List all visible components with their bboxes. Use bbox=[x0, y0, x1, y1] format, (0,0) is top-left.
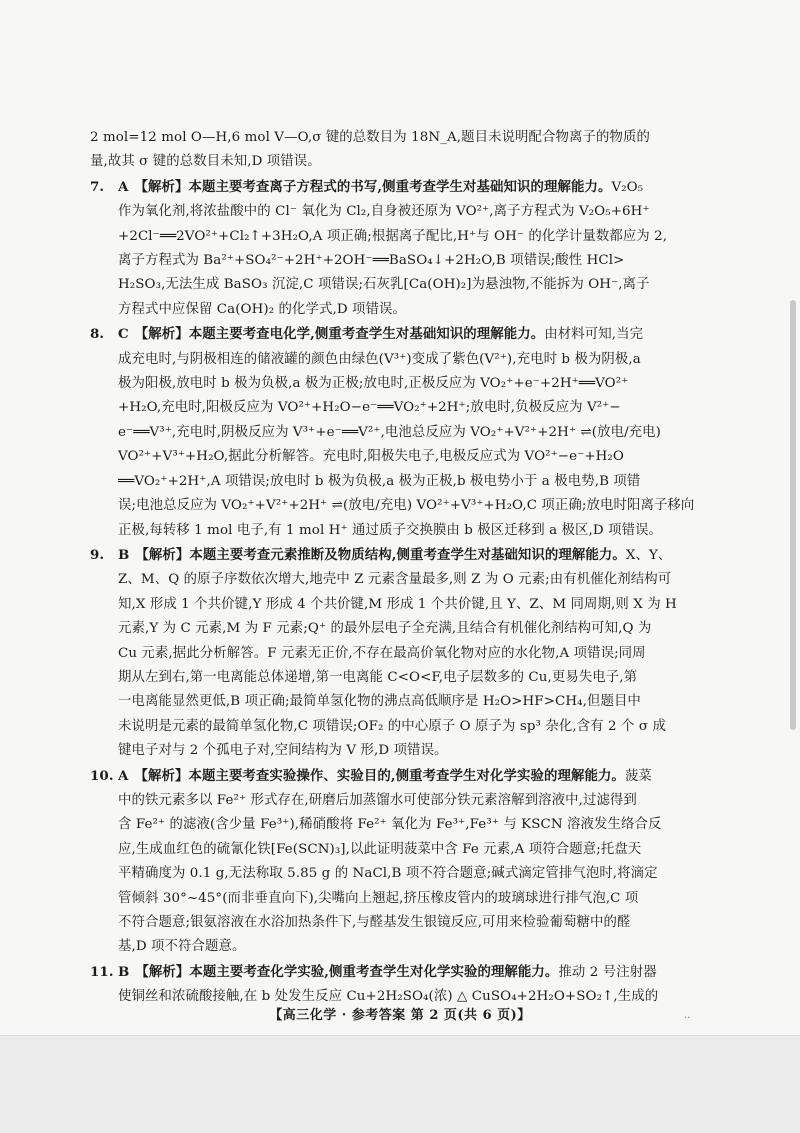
analysis-line: 使铜丝和浓硫酸接触,在 b 处发生反应 Cu+2H₂SO₄(浓) △ CuSO₄+2H₂O+SO₂↑,生成的 bbox=[118, 989, 659, 1005]
analysis-text: X、Y、 bbox=[625, 547, 672, 563]
analysis-line: Z、M、Q 的原子序数依次增大,地壳中 Z 元素含量最多,则 Z 为 O 元素;由有机催化剂结构可 bbox=[118, 572, 672, 588]
analysis-line: H₂SO₃,无法生成 BaSO₃ 沉淀,C 项错误;石灰乳[Ca(OH)₂]为悬浊物,不能拆为 OH⁻,离子 bbox=[118, 277, 650, 293]
question-number: 11. bbox=[90, 963, 114, 980]
analysis-line: ══VO₂⁺+2H⁺,A 项错误;放电时 b 极为负极,a 极为正极,b 极电势小于 a 极电势,B 项错 bbox=[118, 473, 641, 489]
analysis-lead: 本题主要考查电化学,侧重考查学生对基础知识的理解能力。 bbox=[188, 326, 545, 343]
answer-item bbox=[90, 322, 714, 543]
analysis-line: 不符合题意;银氨溶液在水浴加热条件下,与醛基发生银镜反应,可用来检验葡萄糖中的醛 bbox=[118, 915, 631, 930]
vertical-scrollbar[interactable] bbox=[790, 300, 796, 730]
item-first-line bbox=[118, 322, 714, 347]
analysis-text: V₂O₅ bbox=[611, 179, 644, 195]
intro-paragraph bbox=[90, 126, 714, 175]
page-footer: 【高三化学 · 参考答案 第 2 页(共 6 页)】 bbox=[269, 1008, 531, 1023]
answer-letter: C bbox=[118, 326, 129, 343]
analysis-tag: 【解析】 bbox=[134, 178, 189, 195]
analysis-line: 知,X 形成 1 个共价键,Y 形成 4 个共价键,M 形成 1 个共价键,且 Y、Z、M 同周期,则 X 为 H bbox=[118, 596, 677, 612]
answer-letter: A bbox=[118, 767, 129, 784]
analysis-line: 期从左到右,第一电离能总体递增,第一电离能 C<O<F,电子层数多的 Cu,更易失电子,第 bbox=[118, 669, 638, 685]
question-number: 8. bbox=[90, 326, 105, 343]
analysis-lead: 本题主要考查化学实验,侧重考查学生对化学实验的理解能力。 bbox=[189, 963, 559, 980]
answer-item bbox=[90, 175, 714, 322]
answer-item bbox=[90, 543, 714, 764]
intro-line: 2 mol=12 mol O—H,6 mol V—O,σ 键的总数目为 18N_A,题目未说明配合物离子的物质的 bbox=[90, 130, 650, 145]
analysis-line: +H₂O,充电时,阳极反应为 VO²⁺+H₂O−e⁻══VO₂⁺+2H⁺;放电时,负极反应为 V²⁺− bbox=[118, 400, 621, 416]
analysis-lead: 本题主要考查离子方程式的书写,侧重考查学生对基础知识的理解能力。 bbox=[188, 178, 612, 195]
footer-mark: .. bbox=[684, 1010, 691, 1021]
answer-letter: B bbox=[118, 963, 130, 980]
answer-content bbox=[90, 126, 714, 1010]
analysis-tag: 【解析】 bbox=[135, 546, 190, 563]
analysis-tag: 【解析】 bbox=[134, 767, 189, 784]
analysis-line: 一电离能显然更低,B 项正确;最简单氢化物的沸点高低顺序是 H₂O>HF>CH₄,但题目中 bbox=[118, 694, 641, 710]
analysis-tag: 【解析】 bbox=[134, 326, 189, 343]
analysis-text: 推动 2 号注射器 bbox=[558, 964, 657, 980]
item-first-line bbox=[118, 543, 714, 568]
intro-line: 量,故其 σ 键的总数目未知,D 项错误。 bbox=[90, 154, 321, 170]
analysis-line: 极为阳极,放电时 b 极为负极,a 极为正极;放电时,正极反应为 VO₂⁺+e⁻+2H⁺══VO²⁺ bbox=[118, 376, 629, 392]
question-number: 7. bbox=[90, 178, 105, 195]
analysis-line: 基,D 项不符合题意。 bbox=[118, 939, 246, 955]
analysis-line: 元素,Y 为 C 元素,M 为 F 元素;Q⁺ 的最外层电子全充满,且结合有机催化剂结构可知,Q 为 bbox=[118, 621, 652, 637]
analysis-lead: 本题主要考查实验操作、实验目的,侧重考查学生对化学实验的理解能力。 bbox=[188, 767, 625, 784]
item-first-line bbox=[118, 960, 714, 985]
analysis-line: 应,生成血红色的硫氰化铁[Fe(SCN)₃],以此证明菠菜中含 Fe 元素,A 项符合题意;托盘天 bbox=[118, 841, 642, 857]
analysis-line: 中的铁元素多以 Fe²⁺ 形式存在,研磨后加蒸馏水可使部分铁元素溶解到溶液中,过滤得到 bbox=[118, 792, 637, 808]
analysis-line: 正极,每转移 1 mol 电子,有 1 mol H⁺ 通过质子交换膜由 b 极区迁移到 a 极区,D 项错误。 bbox=[118, 522, 663, 538]
analysis-line: 含 Fe²⁺ 的滤液(含少量 Fe³⁺),稀硝酸将 Fe²⁺ 氧化为 Fe³⁺,Fe³⁺ 与 KSCN 溶液发生络合反 bbox=[118, 817, 662, 833]
answer-letter: A bbox=[118, 178, 129, 195]
analysis-lead: 本题主要考查元素推断及物质结构,侧重考查学生对基础知识的理解能力。 bbox=[189, 546, 626, 563]
item-first-line bbox=[118, 175, 714, 200]
analysis-line: 离子方程式为 Ba²⁺+SO₄²⁻+2H⁺+2OH⁻══BaSO₄↓+2H₂O,B 项错误;酸性 HCl> bbox=[118, 253, 625, 269]
question-number: 9. bbox=[90, 546, 105, 563]
analysis-line: 键电子对与 2 个孤电子对,空间结构为 V 形,D 项错误。 bbox=[118, 743, 448, 759]
analysis-tag: 【解析】 bbox=[135, 963, 190, 980]
answer-item bbox=[90, 960, 714, 1010]
analysis-text: 菠菜 bbox=[624, 768, 652, 784]
analysis-line: 管倾斜 30°~45°(而非垂直向下),尖嘴向上翘起,挤压橡皮管内的玻璃球进行排气泡,C 项 bbox=[118, 890, 639, 906]
analysis-text: 由材料可知,当完 bbox=[544, 327, 644, 343]
analysis-line: 方程式中应保留 Ca(OH)₂ 的化学式,D 项错误。 bbox=[118, 301, 407, 317]
analysis-line: 平精确度为 0.1 g,无法称取 5.85 g 的 NaCl,B 项不符合题意;碱式滴定管排气泡时,将滴定 bbox=[118, 866, 658, 882]
analysis-line: 误;电池总反应为 VO₂⁺+V²⁺+2H⁺ ⇌(放电/充电) VO²⁺+V³⁺+H₂O,C 项正确;放电时阳离子移向 bbox=[118, 498, 695, 514]
analysis-line: +2Cl⁻══2VO²⁺+Cl₂↑+3H₂O,A 项正确;根据离子配比,H⁺与 OH⁻ 的化学计量数都应为 2, bbox=[118, 228, 668, 244]
analysis-line: e⁻══V³⁺,充电时,阴极反应为 V³⁺+e⁻══V²⁺,电池总反应为 VO₂⁺+V²⁺+2H⁺ ⇌(放电/充电) bbox=[118, 424, 661, 440]
analysis-line: Cu 元素,据此分析解答。F 元素无正价,不存在最高价氧化物对应的水化物,A 项错误;同周 bbox=[118, 645, 646, 661]
answer-item bbox=[90, 764, 714, 960]
answer-letter: B bbox=[118, 546, 130, 563]
viewer-bottom-area bbox=[0, 1035, 800, 1133]
analysis-line: 成充电时,与阴极相连的储液罐的颜色由绿色(V³⁺)变成了紫色(V²⁺),充电时 b 极为阴极,a bbox=[118, 351, 641, 367]
question-number: 10. bbox=[90, 767, 114, 784]
analysis-line: VO²⁺+V³⁺+H₂O,据此分析解答。充电时,阳极失电子,电极反应式为 VO²⁺−e⁻+H₂O bbox=[118, 449, 624, 465]
analysis-line: 未说明是元素的最简单氢化物,C 项错误;OF₂ 的中心原子 O 原子为 sp³ 杂化,含有 2 个 σ 成 bbox=[118, 718, 666, 734]
analysis-line: 作为氧化剂,将浓盐酸中的 Cl⁻ 氧化为 Cl₂,自身被还原为 VO²⁺,离子方程式为 V₂O₅+6H⁺ bbox=[118, 204, 650, 220]
item-first-line bbox=[118, 764, 714, 789]
